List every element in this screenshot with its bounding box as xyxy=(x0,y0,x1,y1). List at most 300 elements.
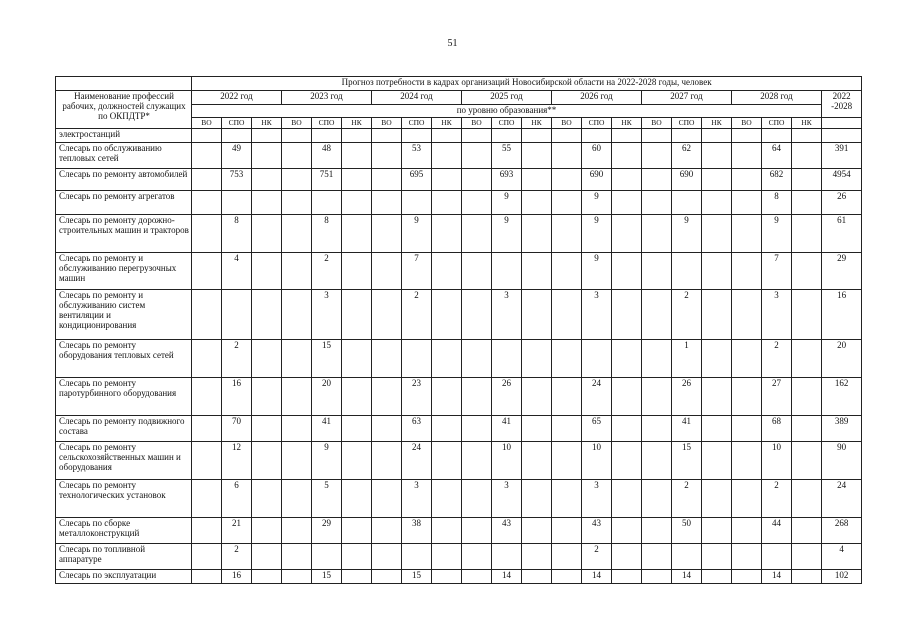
vo-value xyxy=(372,290,402,340)
nk-value xyxy=(432,290,462,340)
table-row xyxy=(56,442,862,480)
nk-value xyxy=(522,570,552,584)
vo-value xyxy=(282,143,312,169)
education-level-header: СПО xyxy=(582,118,612,129)
vo-value xyxy=(282,378,312,416)
nk-value xyxy=(432,378,462,416)
spo-value: 751 xyxy=(312,169,342,191)
spo-value: 23 xyxy=(402,378,432,416)
nk-value xyxy=(522,416,552,442)
vo-value xyxy=(642,518,672,544)
vo-value xyxy=(372,215,402,253)
spo-value: 41 xyxy=(492,416,522,442)
total-value xyxy=(822,129,862,143)
spo-value: 3 xyxy=(492,480,522,518)
profession-name: Слесарь по ремонту подвижного состава xyxy=(56,416,192,442)
spo-value: 9 xyxy=(312,442,342,480)
spo-value: 4 xyxy=(222,253,252,290)
spo-value: 682 xyxy=(762,169,792,191)
spo-value xyxy=(492,129,522,143)
nk-value xyxy=(792,442,822,480)
spo-value: 695 xyxy=(402,169,432,191)
vo-value xyxy=(642,169,672,191)
nk-value xyxy=(252,416,282,442)
vo-value xyxy=(372,544,402,570)
spo-value xyxy=(402,191,432,215)
spo-value xyxy=(222,191,252,215)
vo-value xyxy=(552,253,582,290)
spo-value: 690 xyxy=(582,169,612,191)
table-title-row xyxy=(56,77,862,91)
nk-value xyxy=(792,544,822,570)
table-row xyxy=(56,143,862,169)
vo-value xyxy=(462,290,492,340)
vo-value xyxy=(192,570,222,584)
spo-value: 16 xyxy=(222,378,252,416)
spo-value: 70 xyxy=(222,416,252,442)
vo-value xyxy=(642,340,672,378)
spo-value: 9 xyxy=(402,215,432,253)
nk-value xyxy=(432,169,462,191)
table-row xyxy=(56,129,862,143)
spo-value xyxy=(672,129,702,143)
table-row xyxy=(56,378,862,416)
vo-value xyxy=(642,129,672,143)
nk-value xyxy=(252,442,282,480)
profession-name: Слесарь по ремонту дорожно-строительных машин и тракторов xyxy=(56,215,192,253)
vo-value xyxy=(732,253,762,290)
vo-value xyxy=(642,191,672,215)
total-value: 90 xyxy=(822,442,862,480)
total-value: 162 xyxy=(822,378,862,416)
nk-value xyxy=(522,442,552,480)
vo-value xyxy=(642,253,672,290)
vo-value xyxy=(732,544,762,570)
vo-value xyxy=(462,191,492,215)
nk-value xyxy=(792,570,822,584)
spo-value: 7 xyxy=(402,253,432,290)
nk-value xyxy=(792,480,822,518)
nk-value xyxy=(342,253,372,290)
vo-value xyxy=(462,378,492,416)
education-level-header: ВО xyxy=(552,118,582,129)
education-level-header: СПО xyxy=(492,118,522,129)
vo-value xyxy=(192,378,222,416)
vo-value xyxy=(192,518,222,544)
nk-value xyxy=(252,215,282,253)
table-row xyxy=(56,570,862,584)
vo-value xyxy=(372,143,402,169)
table-row xyxy=(56,544,862,570)
nk-value xyxy=(612,480,642,518)
nk-value xyxy=(702,143,732,169)
nk-value xyxy=(702,570,732,584)
spo-value xyxy=(762,129,792,143)
profession-name: Слесарь по эксплуатации xyxy=(56,570,192,584)
nk-value xyxy=(432,416,462,442)
nk-value xyxy=(252,129,282,143)
nk-value xyxy=(792,143,822,169)
nk-value xyxy=(792,129,822,143)
vo-value xyxy=(732,215,762,253)
nk-value xyxy=(702,544,732,570)
spo-value xyxy=(582,340,612,378)
vo-value xyxy=(372,253,402,290)
spo-value: 5 xyxy=(312,480,342,518)
corner-cell xyxy=(56,77,192,91)
year-header: 2023 год xyxy=(282,91,372,105)
vo-value xyxy=(372,416,402,442)
spo-value: 2 xyxy=(222,340,252,378)
nk-value xyxy=(342,570,372,584)
vo-value xyxy=(282,290,312,340)
nk-value xyxy=(342,340,372,378)
vo-value xyxy=(552,416,582,442)
spo-value xyxy=(672,544,702,570)
education-level-header: НК xyxy=(792,118,822,129)
spo-value: 41 xyxy=(672,416,702,442)
spo-value: 49 xyxy=(222,143,252,169)
education-level-header: НК xyxy=(252,118,282,129)
spo-value: 9 xyxy=(492,191,522,215)
spo-value: 9 xyxy=(672,215,702,253)
education-level-header: НК xyxy=(342,118,372,129)
vo-value xyxy=(192,442,222,480)
spo-value: 62 xyxy=(672,143,702,169)
nk-value xyxy=(702,290,732,340)
vo-value xyxy=(192,143,222,169)
vo-value xyxy=(282,416,312,442)
education-level-header: ВО xyxy=(282,118,312,129)
vo-value xyxy=(732,416,762,442)
nk-value xyxy=(342,442,372,480)
vo-value xyxy=(282,544,312,570)
nk-value xyxy=(792,378,822,416)
nk-value xyxy=(432,544,462,570)
profession-name: Слесарь по ремонту технологических установок xyxy=(56,480,192,518)
vo-value xyxy=(282,570,312,584)
vo-value xyxy=(192,290,222,340)
vo-value xyxy=(552,191,582,215)
nk-value xyxy=(612,143,642,169)
nk-value xyxy=(522,169,552,191)
nk-value xyxy=(252,518,282,544)
spo-value: 2 xyxy=(762,480,792,518)
vo-value xyxy=(552,215,582,253)
vo-value xyxy=(732,480,762,518)
vo-value xyxy=(282,518,312,544)
spo-value: 27 xyxy=(762,378,792,416)
nk-value xyxy=(432,442,462,480)
spo-value: 43 xyxy=(492,518,522,544)
vo-value xyxy=(462,570,492,584)
profession-name: Слесарь по топливной аппаратуре xyxy=(56,544,192,570)
total-value: 24 xyxy=(822,480,862,518)
spo-value: 15 xyxy=(312,340,342,378)
nk-value xyxy=(432,340,462,378)
nk-value xyxy=(342,143,372,169)
spo-value: 693 xyxy=(492,169,522,191)
nk-value xyxy=(432,191,462,215)
nk-value xyxy=(522,518,552,544)
vo-value xyxy=(462,253,492,290)
table-row xyxy=(56,169,862,191)
vo-value xyxy=(552,378,582,416)
education-level-header: СПО xyxy=(762,118,792,129)
page-number: 51 xyxy=(447,38,458,49)
spo-value: 38 xyxy=(402,518,432,544)
nk-value xyxy=(612,442,642,480)
spo-value: 48 xyxy=(312,143,342,169)
profession-name: Слесарь по ремонту оборудования тепловых сетей xyxy=(56,340,192,378)
nk-value xyxy=(522,480,552,518)
table-row xyxy=(56,191,862,215)
vo-value xyxy=(372,378,402,416)
vo-value xyxy=(552,340,582,378)
vo-value xyxy=(642,143,672,169)
table-row xyxy=(56,416,862,442)
spo-value: 26 xyxy=(492,378,522,416)
spo-value: 3 xyxy=(312,290,342,340)
nk-value xyxy=(612,290,642,340)
vo-value xyxy=(462,416,492,442)
nk-value xyxy=(522,378,552,416)
year-header-row xyxy=(56,91,862,105)
spo-value: 8 xyxy=(762,191,792,215)
vo-value xyxy=(642,215,672,253)
total-value: 29 xyxy=(822,253,862,290)
spo-value xyxy=(312,191,342,215)
nk-value xyxy=(792,191,822,215)
nk-value xyxy=(252,378,282,416)
nk-value xyxy=(612,215,642,253)
education-level-header: ВО xyxy=(372,118,402,129)
nk-value xyxy=(612,169,642,191)
spo-value: 2 xyxy=(672,290,702,340)
spo-value xyxy=(492,340,522,378)
spo-value: 65 xyxy=(582,416,612,442)
profession-name: электростанций xyxy=(56,129,192,143)
nk-value xyxy=(702,169,732,191)
spo-value: 14 xyxy=(672,570,702,584)
spo-value: 20 xyxy=(312,378,342,416)
education-level-header: СПО xyxy=(312,118,342,129)
spo-value: 41 xyxy=(312,416,342,442)
nk-value xyxy=(252,340,282,378)
vo-value xyxy=(552,518,582,544)
nk-value xyxy=(702,191,732,215)
vo-value xyxy=(642,480,672,518)
nk-value xyxy=(702,253,732,290)
spo-value xyxy=(672,253,702,290)
education-level-header: СПО xyxy=(672,118,702,129)
vo-value xyxy=(462,544,492,570)
nk-value xyxy=(252,290,282,340)
nk-value xyxy=(342,378,372,416)
spo-value xyxy=(762,544,792,570)
spo-value: 16 xyxy=(222,570,252,584)
spo-value: 10 xyxy=(582,442,612,480)
year-header: 2026 год xyxy=(552,91,642,105)
nk-value xyxy=(702,340,732,378)
profession-name: Слесарь по обслуживанию тепловых сетей xyxy=(56,143,192,169)
nk-value xyxy=(342,215,372,253)
profession-name: Слесарь по сборке металлоконструкций xyxy=(56,518,192,544)
vo-value xyxy=(642,544,672,570)
vo-value xyxy=(732,518,762,544)
vo-value xyxy=(282,169,312,191)
nk-value xyxy=(792,169,822,191)
vo-value xyxy=(642,442,672,480)
spo-value xyxy=(402,544,432,570)
table-row xyxy=(56,518,862,544)
vo-value xyxy=(192,416,222,442)
nk-value xyxy=(252,570,282,584)
education-level-header: ВО xyxy=(192,118,222,129)
vo-value xyxy=(192,129,222,143)
spo-value: 24 xyxy=(582,378,612,416)
total-header: 2022 -2028 xyxy=(822,91,862,118)
spo-value: 1 xyxy=(672,340,702,378)
spo-value: 2 xyxy=(672,480,702,518)
vo-value xyxy=(552,442,582,480)
spo-value: 12 xyxy=(222,442,252,480)
spo-value xyxy=(402,340,432,378)
nk-value xyxy=(342,191,372,215)
profession-name: Слесарь по ремонту агрегатов xyxy=(56,191,192,215)
vo-value xyxy=(282,480,312,518)
vo-value xyxy=(282,253,312,290)
nk-value xyxy=(612,416,642,442)
table-row xyxy=(56,215,862,253)
vo-value xyxy=(462,215,492,253)
vo-value xyxy=(282,191,312,215)
vo-value xyxy=(372,442,402,480)
education-level-header: НК xyxy=(612,118,642,129)
vo-value xyxy=(462,340,492,378)
total-value: 16 xyxy=(822,290,862,340)
spo-value: 14 xyxy=(762,570,792,584)
nk-value xyxy=(342,518,372,544)
spo-value: 24 xyxy=(402,442,432,480)
vo-value xyxy=(732,442,762,480)
nk-value xyxy=(612,378,642,416)
nk-value xyxy=(702,129,732,143)
vo-value xyxy=(372,480,402,518)
vo-value xyxy=(732,129,762,143)
spo-value: 68 xyxy=(762,416,792,442)
vo-value xyxy=(462,143,492,169)
spo-value: 9 xyxy=(492,215,522,253)
vo-value xyxy=(552,129,582,143)
nk-value xyxy=(522,191,552,215)
vo-value xyxy=(282,340,312,378)
nk-value xyxy=(342,416,372,442)
total-level-blank xyxy=(822,118,862,129)
spo-value xyxy=(492,544,522,570)
nk-value xyxy=(792,215,822,253)
spo-value: 8 xyxy=(312,215,342,253)
total-value: 4 xyxy=(822,544,862,570)
spo-value: 8 xyxy=(222,215,252,253)
vo-value xyxy=(732,290,762,340)
total-value: 102 xyxy=(822,570,862,584)
table-row xyxy=(56,340,862,378)
vo-value xyxy=(732,143,762,169)
nk-value xyxy=(432,480,462,518)
spo-value xyxy=(312,544,342,570)
spo-value: 9 xyxy=(582,215,612,253)
table-title: Прогноз потребности в кадрах организаций Новосибирской области на 2022-2028 годы, человек xyxy=(192,77,862,91)
spo-value: 10 xyxy=(762,442,792,480)
vo-value xyxy=(282,215,312,253)
year-header: 2027 год xyxy=(642,91,732,105)
spo-value: 753 xyxy=(222,169,252,191)
spo-value: 10 xyxy=(492,442,522,480)
vo-value xyxy=(732,191,762,215)
spo-value: 3 xyxy=(402,480,432,518)
total-value: 26 xyxy=(822,191,862,215)
spo-value: 15 xyxy=(402,570,432,584)
nk-value xyxy=(522,290,552,340)
nk-value xyxy=(792,416,822,442)
vo-value xyxy=(372,169,402,191)
vo-value xyxy=(642,416,672,442)
nk-value xyxy=(342,129,372,143)
vo-value xyxy=(282,442,312,480)
spo-value: 26 xyxy=(672,378,702,416)
education-level-header: НК xyxy=(702,118,732,129)
education-level-header: ВО xyxy=(732,118,762,129)
year-header: 2025 год xyxy=(462,91,552,105)
nk-value xyxy=(342,169,372,191)
vo-value xyxy=(732,378,762,416)
vo-value xyxy=(462,518,492,544)
education-level-caption: по уровню образования** xyxy=(192,105,822,118)
spo-value: 64 xyxy=(762,143,792,169)
nk-value xyxy=(252,480,282,518)
nk-value xyxy=(522,253,552,290)
spo-value xyxy=(402,129,432,143)
spo-value: 53 xyxy=(402,143,432,169)
nk-value xyxy=(432,518,462,544)
nk-value xyxy=(792,290,822,340)
vo-value xyxy=(372,340,402,378)
nk-value xyxy=(252,169,282,191)
education-level-header: НК xyxy=(432,118,462,129)
spo-value: 2 xyxy=(312,253,342,290)
total-value: 389 xyxy=(822,416,862,442)
spo-value: 3 xyxy=(762,290,792,340)
spo-value: 7 xyxy=(762,253,792,290)
spo-value: 9 xyxy=(582,253,612,290)
nk-value xyxy=(612,518,642,544)
spo-value xyxy=(492,253,522,290)
spo-value: 55 xyxy=(492,143,522,169)
education-level-header: ВО xyxy=(462,118,492,129)
vo-value xyxy=(642,570,672,584)
spo-value: 6 xyxy=(222,480,252,518)
profession-name: Слесарь по ремонту паротурбинного оборудования xyxy=(56,378,192,416)
nk-value xyxy=(702,416,732,442)
vo-value xyxy=(732,340,762,378)
vo-value xyxy=(552,480,582,518)
vo-value xyxy=(552,143,582,169)
nk-value xyxy=(792,518,822,544)
education-level-header: СПО xyxy=(402,118,432,129)
total-value: 20 xyxy=(822,340,862,378)
forecast-table xyxy=(55,76,862,584)
